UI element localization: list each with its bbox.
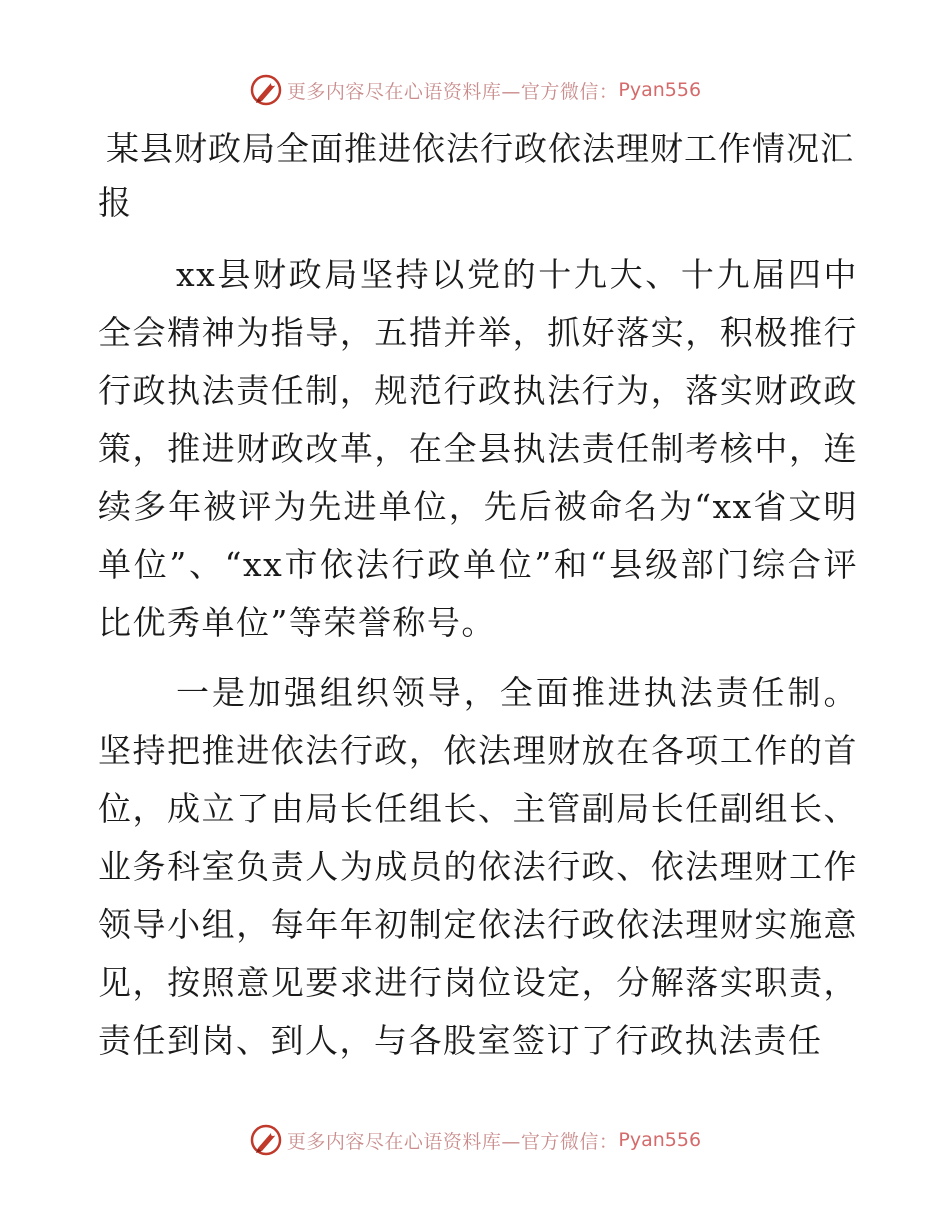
pen-logo-icon [249,1123,283,1157]
watermark-site-text: 更多内容尽在心语资料库—官方微信： [286,80,619,103]
watermark-site-text: 更多内容尽在心语资料库—官方微信： [286,1130,619,1153]
paragraph-section-1: 一是加强组织领导，全面推进执法责任制。坚持把推进依法行政，依法理财放在各项工作的首位，成立了由局长任组长、主管副局长任副组长、业务科室负责人为成员的依法行政、依法理财工作领导小组，每年年初制定依法行政依法理财实施意见，按照意见要求进行岗位设定，分解落实职责，责任到岗、到人，与各股室签订了行政执法责任 [98,673,858,1060]
watermark-wechat-id: Pyan556 [618,1129,702,1151]
watermark-wechat-id: Pyan556 [618,79,702,101]
footer-watermark [0,1120,950,1160]
document-body [98,122,858,1082]
header-watermark [0,70,950,110]
pen-logo-icon [249,73,283,107]
document-title: 某县财政局全面推进依法行政依法理财工作情况汇报 [98,129,854,222]
paragraph-intro: xx县财政局坚持以党的十九大、十九届四中全会精神为指导，五措并举，抓好落实，积极推行行政执法责任制，规范行政执法行为，落实财政政策，推进财政改革，在全县执法责任制考核中，连续多年被评为先进单位，先后被命名为“xx省文明单位”、“xx市依法行政单位”和“县级部门综合评比优秀单位”等荣誉称号。 [98,255,858,642]
